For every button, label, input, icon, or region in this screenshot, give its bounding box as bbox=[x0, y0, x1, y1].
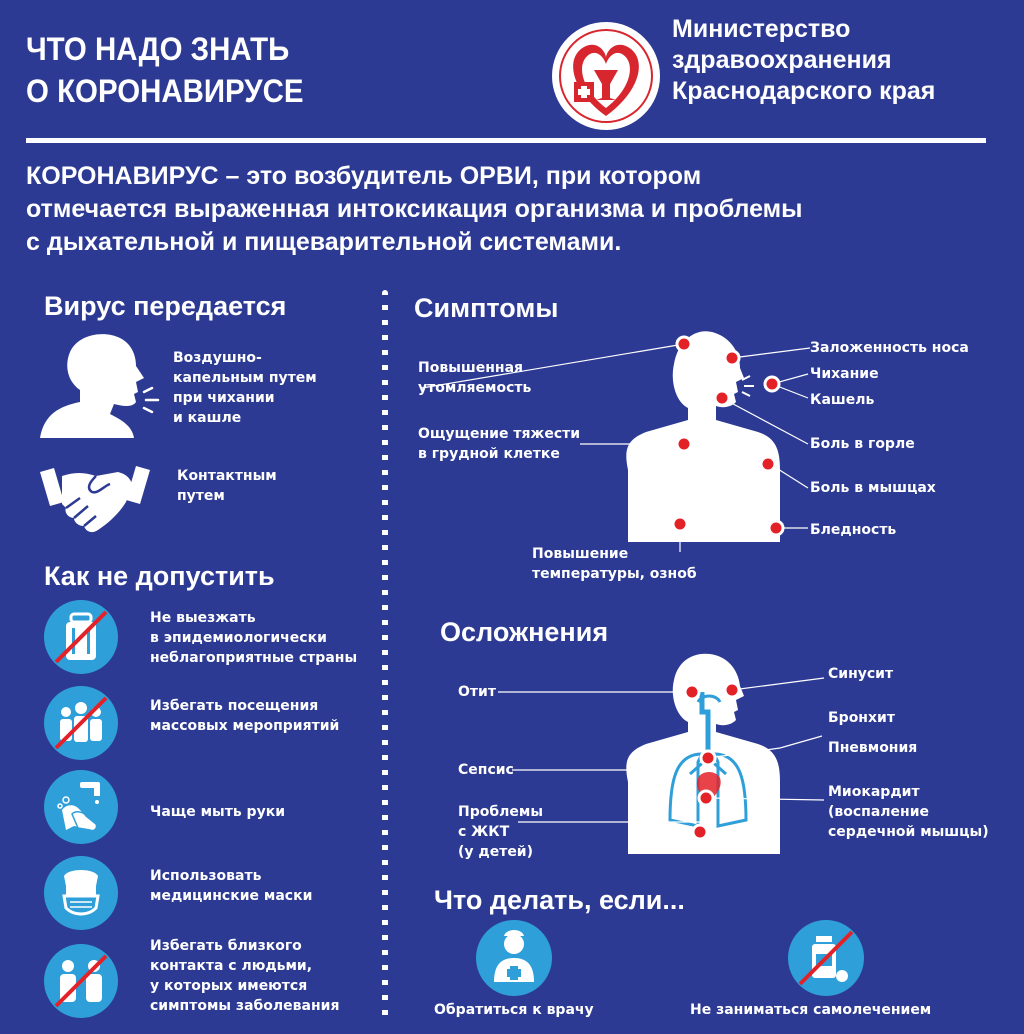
prevention-item-4: Использовать медицинские маски bbox=[150, 868, 313, 904]
intro-text: КОРОНАВИРУС – это возбудитель ОРВИ, при котором отмечается выраженная интоксикация организма и проблемы с дыхательной и пищеварительной системами. bbox=[26, 162, 803, 256]
airborne-text: Воздушно- капельным путем при чихании и кашле bbox=[173, 350, 317, 426]
symptom-throat: Боль в горле bbox=[810, 436, 915, 452]
mask-icon bbox=[44, 856, 118, 930]
header-divider bbox=[26, 138, 986, 143]
prevention-item-5: Избегать близкого контакта с людьми, у которых имеются симптомы заболевания bbox=[150, 938, 340, 1014]
complication-myocarditis: Миокардит (воспаление сердечной мышцы) bbox=[828, 784, 989, 840]
complication-sinusitis: Синусит bbox=[828, 666, 894, 682]
complication-pneumonia: Пневмония bbox=[828, 740, 918, 756]
prevention-item-3: Чаще мыть руки bbox=[150, 804, 286, 820]
prevention-heading: Как не допустить bbox=[44, 561, 275, 591]
prevention-item-1: Не выезжать в эпидемиологически неблагоприятные страны bbox=[150, 610, 358, 666]
complication-gi: Проблемы с ЖКТ (у детей) bbox=[458, 804, 543, 860]
complication-bronchitis: Бронхит bbox=[828, 710, 895, 726]
symptom-chest: Ощущение тяжести в грудной клетке bbox=[418, 426, 581, 462]
symptom-nose: Заложенность носа bbox=[810, 340, 969, 356]
no-self-treatment-icon bbox=[788, 920, 864, 996]
ministry-logo bbox=[550, 20, 662, 132]
symptom-fatigue: Повышенная утомляемость bbox=[418, 360, 532, 396]
symptom-muscle: Боль в мышцах bbox=[810, 480, 936, 496]
luggage-icon bbox=[44, 600, 118, 674]
symptom-sneeze: Чихание bbox=[810, 366, 879, 382]
handshake-icon bbox=[40, 462, 150, 536]
contact-text: Контактным путем bbox=[177, 468, 277, 504]
page-title: ЧТО НАДО ЗНАТЬ О КОРОНАВИРУСЕ bbox=[26, 31, 304, 109]
symptom-cough: Кашель bbox=[810, 392, 875, 408]
symptom-fever: Повышение температуры, озноб bbox=[532, 546, 697, 582]
ministry-name: Министерство здравоохранения Краснодарского края bbox=[672, 15, 936, 105]
complications-heading: Осложнения bbox=[440, 617, 609, 647]
handwash-icon bbox=[44, 770, 118, 844]
symptoms-heading: Симптомы bbox=[414, 293, 559, 323]
transmission-heading: Вирус передается bbox=[44, 291, 287, 321]
crowd-icon bbox=[44, 686, 118, 760]
actions-heading: Что делать, если... bbox=[434, 885, 685, 915]
action-no-self-treatment: Не заниматься самолечением bbox=[690, 1002, 932, 1018]
contact-icon bbox=[44, 944, 118, 1018]
dotted-separator bbox=[382, 290, 388, 1020]
complication-sepsis: Сепсис bbox=[458, 762, 514, 778]
complication-otitis: Отит bbox=[458, 684, 496, 700]
prevention-item-2: Избегать посещения массовых мероприятий bbox=[150, 698, 340, 734]
doctor-icon bbox=[476, 920, 552, 996]
symptom-pale: Бледность bbox=[810, 522, 897, 538]
action-doctor: Обратиться к врачу bbox=[434, 1002, 594, 1018]
head-profile-icon bbox=[40, 330, 170, 440]
